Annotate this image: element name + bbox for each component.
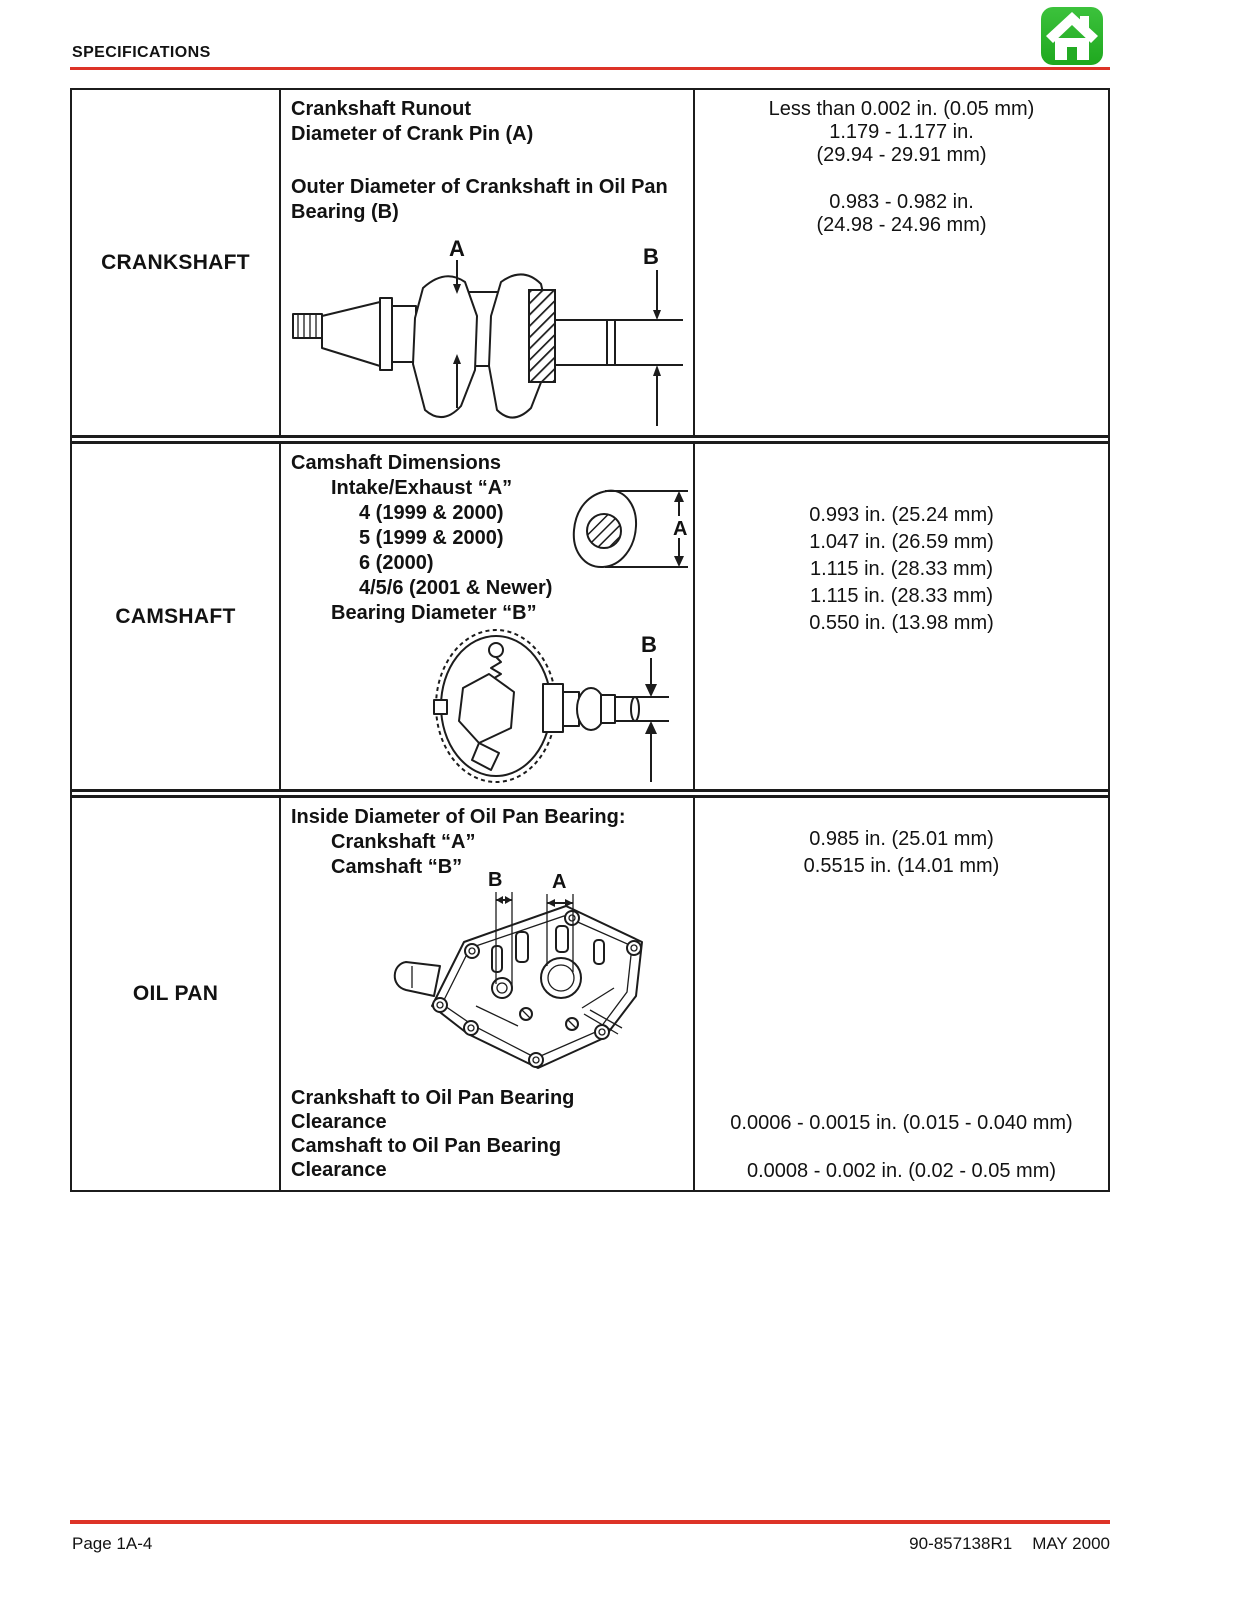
spec-value-cell bbox=[695, 90, 1108, 435]
spec-value: (24.98 - 24.96 mm) bbox=[816, 214, 987, 236]
footer-rule bbox=[70, 1520, 1110, 1524]
camshaft-gear-diagram bbox=[393, 616, 683, 786]
spec-name: 4/5/6 (2001 & Newer) bbox=[359, 577, 553, 599]
spec-value: Less than 0.002 in. (0.05 mm) bbox=[768, 98, 1035, 120]
spec-value: 0.550 in. (13.98 mm) bbox=[809, 612, 994, 634]
dim-label-b: B bbox=[641, 632, 657, 657]
dim-label-b: B bbox=[488, 869, 503, 891]
spec-name: 5 (1999 & 2000) bbox=[359, 527, 504, 549]
spec-description-cell bbox=[281, 798, 695, 1190]
spec-value: 0.983 - 0.982 in. bbox=[829, 191, 974, 213]
table-row-crankshaft bbox=[72, 90, 1108, 435]
row-label-cell bbox=[72, 444, 281, 789]
oil-pan-diagram bbox=[376, 856, 686, 1086]
spec-description-cell bbox=[281, 90, 695, 435]
spec-value: 0.0006 - 0.0015 in. (0.015 - 0.040 mm) bbox=[730, 1112, 1073, 1134]
spec-name: Clearance bbox=[291, 1111, 387, 1133]
spec-value: (29.94 - 29.91 mm) bbox=[816, 144, 987, 166]
spec-name: Inside Diameter of Oil Pan Bearing: bbox=[291, 806, 626, 828]
spec-name: Camshaft “B” bbox=[331, 856, 463, 878]
dim-label-a: A bbox=[449, 236, 465, 261]
spec-name: 6 (2000) bbox=[359, 552, 434, 574]
row-label-cell bbox=[72, 798, 281, 1190]
spec-name: Intake/Exhaust “A” bbox=[331, 477, 513, 499]
spec-name: Crankshaft to Oil Pan Bearing bbox=[291, 1087, 575, 1109]
table-row-oil-pan bbox=[72, 798, 1108, 1190]
spec-value-cell bbox=[695, 444, 1108, 789]
dim-label-a: A bbox=[673, 518, 688, 540]
spec-name: Crankshaft Runout bbox=[291, 98, 471, 120]
footer-doc-number: 90-857138R1 bbox=[909, 1534, 1013, 1553]
spec-value: 1.115 in. (28.33 mm) bbox=[809, 585, 994, 607]
home-icon bbox=[1040, 6, 1104, 66]
page-title: SPECIFICATIONS bbox=[72, 44, 211, 61]
footer-doc-info bbox=[70, 1534, 1110, 1554]
spec-value: 1.047 in. (26.59 mm) bbox=[809, 531, 994, 553]
spec-value: 0.985 in. (25.01 mm) bbox=[809, 828, 994, 850]
spec-table bbox=[70, 88, 1110, 1192]
spec-value: 1.115 in. (28.33 mm) bbox=[809, 558, 994, 580]
footer-page-number: Page 1A-4 bbox=[72, 1534, 153, 1553]
cam-lobe-diagram bbox=[563, 468, 691, 576]
spec-value: 0.5515 in. (14.01 mm) bbox=[803, 855, 1000, 877]
row-label: CRANKSHAFT bbox=[101, 250, 250, 274]
row-label: CAMSHAFT bbox=[115, 604, 236, 628]
spec-name: Clearance bbox=[291, 1159, 387, 1181]
spec-value: 1.179 - 1.177 in. bbox=[829, 121, 974, 143]
spec-value: 0.0008 - 0.002 in. (0.02 - 0.05 mm) bbox=[746, 1160, 1057, 1182]
spec-name: Crankshaft “A” bbox=[331, 831, 476, 853]
footer-date: MAY 2000 bbox=[1032, 1534, 1110, 1553]
crankshaft-diagram bbox=[285, 230, 689, 432]
dim-label-a: A bbox=[552, 871, 567, 893]
spec-value: 0.993 in. (25.24 mm) bbox=[809, 504, 994, 526]
dim-label-b: B bbox=[643, 244, 659, 269]
spec-description-cell bbox=[281, 444, 695, 789]
row-label: OIL PAN bbox=[132, 982, 219, 1005]
header-rule bbox=[70, 67, 1110, 70]
spec-name: Diameter of Crank Pin (A) bbox=[291, 123, 534, 145]
row-label-cell bbox=[72, 90, 281, 435]
home-button[interactable] bbox=[1040, 6, 1104, 66]
spec-value-cell bbox=[695, 798, 1108, 1190]
clearance-labels bbox=[291, 1086, 574, 1182]
table-row-camshaft bbox=[72, 444, 1108, 789]
spec-name: Bearing Diameter “B” bbox=[331, 602, 537, 624]
row-divider bbox=[72, 435, 1108, 444]
row-divider bbox=[72, 789, 1108, 798]
spec-name: 4 (1999 & 2000) bbox=[359, 502, 504, 524]
spec-name: Outer Diameter of Crankshaft in Oil Pan Bearing (B) bbox=[291, 176, 668, 223]
spec-name: Camshaft Dimensions bbox=[291, 452, 502, 474]
spec-name: Camshaft to Oil Pan Bearing bbox=[291, 1135, 562, 1157]
